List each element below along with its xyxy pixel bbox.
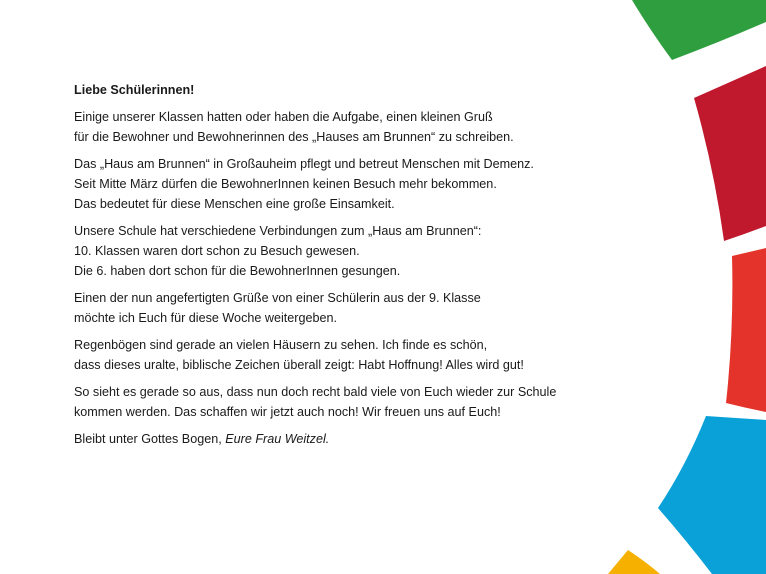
signature: Eure Frau Weitzel. (225, 432, 330, 446)
text-line: So sieht es gerade so aus, dass nun doch recht bald viele von Euch wieder zur Schule (74, 385, 557, 399)
paragraph-student-greeting (74, 288, 634, 328)
closing-text: Bleibt unter Gottes Bogen, (74, 432, 226, 446)
rainbow-band-orange (726, 248, 766, 412)
text-line: kommen werden. Das schaffen wir jetzt auch noch! Wir freuen uns auf Euch! (74, 405, 501, 419)
text-line: Einige unserer Klassen hatten oder haben die Aufgabe, einen kleinen Gruß (74, 110, 493, 124)
text-line: dass dieses uralte, biblische Zeichen überall zeigt: Habt Hoffnung! Alles wird gut! (74, 358, 524, 372)
paragraph-return-to-school (74, 382, 634, 422)
text-line: für die Bewohner und Bewohnerinnen des „Hauses am Brunnen“ zu schreiben. (74, 130, 514, 144)
text-line: möchte ich Euch für diese Woche weitergeben. (74, 311, 337, 325)
rainbow-band-yellow (608, 550, 660, 574)
text-line: Einen der nun angefertigten Grüße von einer Schülerin aus der 9. Klasse (74, 291, 481, 305)
letter-greeting: Liebe Schülerinnen! (74, 83, 195, 97)
rainbow-band-green (632, 0, 766, 60)
paragraph-school-connections (74, 221, 634, 281)
rainbow-band-red (694, 66, 766, 241)
letter-body (74, 80, 634, 456)
text-line: Das „Haus am Brunnen“ in Großauheim pflegt und betreut Menschen mit Demenz. (74, 157, 534, 171)
text-line: Seit Mitte März dürfen die BewohnerInnen keinen Besuch mehr bekommen. (74, 177, 497, 191)
paragraph-greetings-task (74, 107, 634, 147)
paragraph-haus-am-brunnen (74, 154, 634, 214)
letter-closing (74, 429, 634, 449)
text-line: Unsere Schule hat verschiedene Verbindungen zum „Haus am Brunnen“: (74, 224, 482, 238)
rainbow-band-blue (658, 416, 766, 574)
text-line: Das bedeutet für diese Menschen eine große Einsamkeit. (74, 197, 395, 211)
text-line: 10. Klassen waren dort schon zu Besuch gewesen. (74, 244, 360, 258)
paragraph-rainbows (74, 335, 634, 375)
text-line: Regenbögen sind gerade an vielen Häusern zu sehen. Ich finde es schön, (74, 338, 488, 352)
text-line: Die 6. haben dort schon für die BewohnerInnen gesungen. (74, 264, 401, 278)
